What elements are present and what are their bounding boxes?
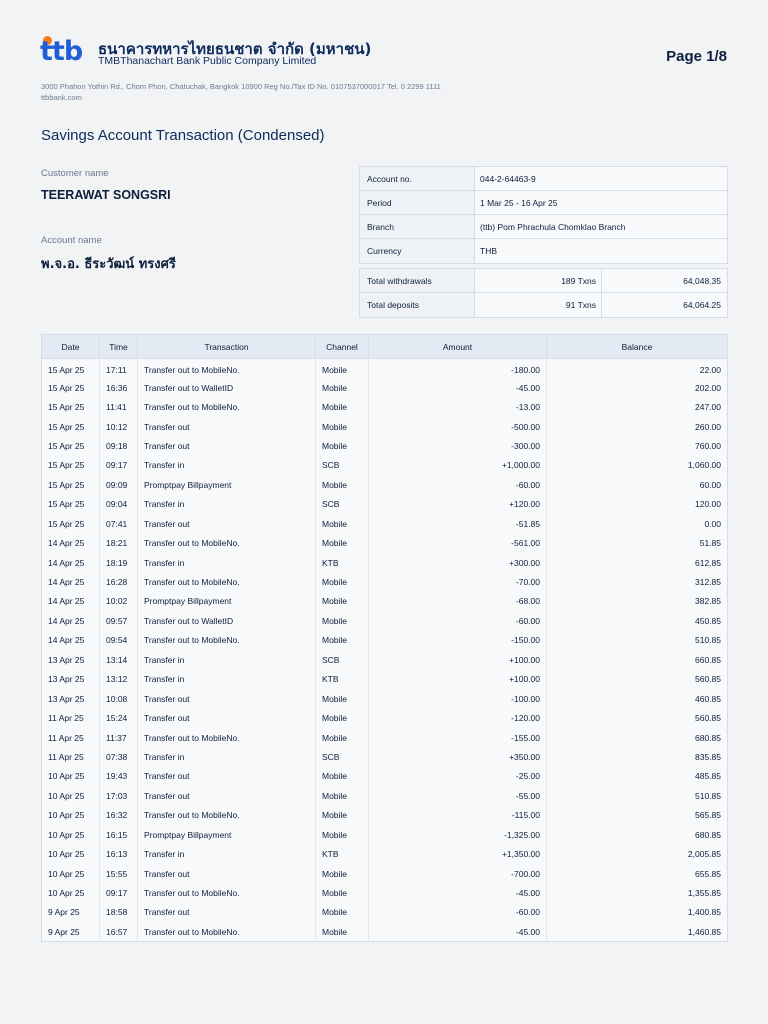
- cell-time: 17:03: [100, 786, 138, 805]
- cell-date: 10 Apr 25: [42, 825, 100, 844]
- cell-balance: 565.85: [695, 810, 721, 821]
- cell-amount: -150.00: [369, 631, 547, 650]
- cell-amount: -45.00: [369, 378, 547, 397]
- customer-name-label: Customer name: [41, 168, 109, 179]
- cell-channel: KTB: [316, 553, 369, 572]
- cell-balance: 260.00: [695, 421, 721, 432]
- cell-time: 10:12: [100, 417, 138, 436]
- cell-balance: 560.85: [695, 713, 721, 724]
- cell-balance: 1,460.85: [687, 926, 721, 937]
- totals-count: 189 Txns: [475, 269, 602, 292]
- table-row: [42, 767, 728, 786]
- cell-channel: Mobile: [316, 689, 369, 708]
- table-row: [42, 864, 728, 883]
- cell-time: 07:41: [100, 514, 138, 533]
- cell-channel: Mobile: [316, 728, 369, 747]
- cell-date: 15 Apr 25: [42, 397, 100, 416]
- cell-transaction: Transfer out to WalletID: [138, 611, 316, 630]
- cell-time: 19:43: [100, 767, 138, 786]
- cell-transaction: Transfer in: [138, 553, 316, 572]
- cell-amount: -180.00: [369, 359, 547, 378]
- cell-channel: Mobile: [316, 572, 369, 591]
- cell-channel: KTB: [316, 670, 369, 689]
- table-row: [42, 747, 728, 766]
- cell-channel: Mobile: [316, 767, 369, 786]
- cell-time: 09:09: [100, 475, 138, 494]
- cell-date: 13 Apr 25: [42, 650, 100, 669]
- cell-channel: Mobile: [316, 397, 369, 416]
- cell-channel: Mobile: [316, 436, 369, 455]
- cell-amount: -1,325.00: [369, 825, 547, 844]
- cell-date: 14 Apr 25: [42, 592, 100, 611]
- cell-time: 09:57: [100, 611, 138, 630]
- logo-text: ttb: [40, 36, 83, 67]
- cell-date: 14 Apr 25: [42, 611, 100, 630]
- cell-amount: -55.00: [369, 786, 547, 805]
- cell-transaction: Transfer in: [138, 650, 316, 669]
- table-header-row: [42, 335, 728, 359]
- cell-date: 15 Apr 25: [42, 514, 100, 533]
- cell-amount: +350.00: [369, 747, 547, 766]
- cell-transaction: Transfer out to WalletID: [138, 378, 316, 397]
- cell-transaction: Transfer out to MobileNo.: [138, 359, 316, 378]
- cell-amount: -120.00: [369, 708, 547, 727]
- cell-date: 9 Apr 25: [42, 922, 100, 941]
- info-value: 044-2-64463-9: [475, 167, 727, 190]
- cell-date: 11 Apr 25: [42, 747, 100, 766]
- info-row-currency: [360, 239, 727, 263]
- cell-time: 10:02: [100, 592, 138, 611]
- cell-amount: -13.00: [369, 397, 547, 416]
- cell-balance: 202.00: [695, 382, 721, 393]
- cell-amount: -60.00: [369, 611, 547, 630]
- cell-balance: 120.00: [695, 499, 721, 510]
- cell-date: 11 Apr 25: [42, 728, 100, 747]
- column-header-channel: Channel: [316, 335, 369, 359]
- cell-channel: Mobile: [316, 825, 369, 844]
- bank-name-thai: ธนาคารทหารไทยธนชาต จำกัด (มหาชน): [98, 40, 372, 58]
- cell-balance: 510.85: [695, 635, 721, 646]
- document-title: Savings Account Transaction (Condensed): [41, 127, 325, 144]
- cell-date: 15 Apr 25: [42, 495, 100, 514]
- table-row: [42, 631, 728, 650]
- cell-amount: -60.00: [369, 475, 547, 494]
- table-row: [42, 359, 728, 378]
- cell-date: 10 Apr 25: [42, 767, 100, 786]
- cell-channel: Mobile: [316, 359, 369, 378]
- table-row: [42, 922, 728, 941]
- cell-transaction: Transfer out: [138, 514, 316, 533]
- table-row: [42, 670, 728, 689]
- transactions-body: [42, 359, 728, 942]
- cell-transaction: Promptpay Billpayment: [138, 475, 316, 494]
- cell-transaction: Transfer out to MobileNo.: [138, 883, 316, 902]
- cell-time: 13:12: [100, 670, 138, 689]
- cell-transaction: Promptpay Billpayment: [138, 592, 316, 611]
- cell-transaction: Transfer out to MobileNo.: [138, 631, 316, 650]
- cell-balance: 655.85: [695, 868, 721, 879]
- cell-transaction: Transfer out to MobileNo.: [138, 922, 316, 941]
- column-header-date: Date: [42, 335, 100, 359]
- cell-time: 18:58: [100, 903, 138, 922]
- cell-balance: 1,060.00: [687, 460, 721, 471]
- table-row: [42, 903, 728, 922]
- cell-balance: 60.00: [699, 479, 721, 490]
- cell-channel: Mobile: [316, 631, 369, 650]
- cell-transaction: Transfer out: [138, 864, 316, 883]
- info-key: Currency: [360, 239, 475, 263]
- cell-transaction: Transfer out: [138, 689, 316, 708]
- totals-row-withdrawals: [360, 269, 727, 293]
- cell-time: 09:18: [100, 436, 138, 455]
- cell-transaction: Transfer in: [138, 670, 316, 689]
- cell-balance: 22.00: [699, 365, 721, 376]
- cell-time: 07:38: [100, 747, 138, 766]
- info-key: Branch: [360, 215, 475, 238]
- cell-date: 10 Apr 25: [42, 806, 100, 825]
- table-row: [42, 436, 728, 455]
- cell-transaction: Transfer in: [138, 747, 316, 766]
- account-name-label: Account name: [41, 235, 102, 246]
- cell-balance: 560.85: [695, 674, 721, 685]
- table-row: [42, 611, 728, 630]
- table-row: [42, 650, 728, 669]
- totals-box: [359, 268, 728, 318]
- cell-time: 15:55: [100, 864, 138, 883]
- cell-amount: +1,000.00: [369, 456, 547, 475]
- account-info-box: [359, 166, 728, 264]
- cell-transaction: Transfer out: [138, 708, 316, 727]
- cell-channel: Mobile: [316, 903, 369, 922]
- cell-transaction: Transfer in: [138, 456, 316, 475]
- ttb-logo: [40, 36, 96, 66]
- totals-row-deposits: [360, 293, 727, 317]
- cell-amount: +300.00: [369, 553, 547, 572]
- table-row: [42, 728, 728, 747]
- cell-transaction: Transfer out: [138, 767, 316, 786]
- cell-balance: 835.85: [695, 751, 721, 762]
- cell-channel: SCB: [316, 650, 369, 669]
- totals-key: Total deposits: [360, 293, 475, 317]
- cell-channel: Mobile: [316, 514, 369, 533]
- info-value: 1 Mar 25 - 16 Apr 25: [475, 191, 727, 214]
- cell-balance: 680.85: [695, 829, 721, 840]
- cell-date: 15 Apr 25: [42, 456, 100, 475]
- table-row: [42, 708, 728, 727]
- cell-channel: KTB: [316, 844, 369, 863]
- cell-amount: -45.00: [369, 883, 547, 902]
- cell-balance: 312.85: [695, 577, 721, 588]
- cell-date: 10 Apr 25: [42, 844, 100, 863]
- cell-date: 15 Apr 25: [42, 475, 100, 494]
- cell-time: 13:14: [100, 650, 138, 669]
- totals-key: Total withdrawals: [360, 269, 475, 292]
- cell-balance: 51.85: [699, 538, 721, 549]
- cell-balance: 510.85: [695, 790, 721, 801]
- cell-time: 09:54: [100, 631, 138, 650]
- table-row: [42, 844, 728, 863]
- cell-transaction: Promptpay Billpayment: [138, 825, 316, 844]
- cell-time: 09:17: [100, 883, 138, 902]
- cell-date: 10 Apr 25: [42, 786, 100, 805]
- cell-balance: 612.85: [695, 557, 721, 568]
- table-row: [42, 786, 728, 805]
- cell-transaction: Transfer out: [138, 417, 316, 436]
- cell-time: 18:21: [100, 533, 138, 552]
- cell-transaction: Transfer out to MobileNo.: [138, 728, 316, 747]
- cell-time: 18:19: [100, 553, 138, 572]
- cell-channel: SCB: [316, 495, 369, 514]
- cell-channel: Mobile: [316, 417, 369, 436]
- cell-balance: 0.00: [704, 518, 721, 529]
- cell-amount: -561.00: [369, 533, 547, 552]
- cell-transaction: Transfer in: [138, 495, 316, 514]
- cell-channel: SCB: [316, 456, 369, 475]
- table-row: [42, 495, 728, 514]
- cell-transaction: Transfer out: [138, 786, 316, 805]
- cell-amount: -115.00: [369, 806, 547, 825]
- cell-time: 16:36: [100, 378, 138, 397]
- page-indicator: Page 1/8: [666, 48, 727, 65]
- table-row: [42, 475, 728, 494]
- cell-time: 16:28: [100, 572, 138, 591]
- cell-channel: Mobile: [316, 922, 369, 941]
- account-name: พ.จ.อ. ธีระวัฒน์ ทรงศรี: [41, 257, 176, 272]
- cell-channel: Mobile: [316, 611, 369, 630]
- cell-channel: Mobile: [316, 708, 369, 727]
- cell-date: 14 Apr 25: [42, 533, 100, 552]
- cell-amount: -51.85: [369, 514, 547, 533]
- transactions-table: [41, 334, 728, 942]
- customer-name: TEERAWAT SONGSRI: [41, 188, 171, 202]
- cell-balance: 382.85: [695, 596, 721, 607]
- cell-time: 17:11: [100, 359, 138, 378]
- cell-amount: -500.00: [369, 417, 547, 436]
- cell-channel: SCB: [316, 747, 369, 766]
- table-row: [42, 825, 728, 844]
- cell-amount: -300.00: [369, 436, 547, 455]
- table-row: [42, 397, 728, 416]
- info-value: THB: [475, 239, 727, 263]
- cell-balance: 1,400.85: [687, 907, 721, 918]
- cell-balance: 660.85: [695, 654, 721, 665]
- cell-time: 16:32: [100, 806, 138, 825]
- table-row: [42, 553, 728, 572]
- cell-balance: 485.85: [695, 771, 721, 782]
- website-link[interactable]: ttbbank.com: [41, 93, 82, 102]
- cell-amount: -25.00: [369, 767, 547, 786]
- cell-date: 9 Apr 25: [42, 903, 100, 922]
- info-key: Account no.: [360, 167, 475, 190]
- cell-time: 09:17: [100, 456, 138, 475]
- cell-date: 15 Apr 25: [42, 378, 100, 397]
- info-key: Period: [360, 191, 475, 214]
- cell-balance: 1,355.85: [687, 888, 721, 899]
- table-row: [42, 689, 728, 708]
- column-header-amount: Amount: [369, 335, 547, 359]
- cell-date: 15 Apr 25: [42, 436, 100, 455]
- cell-channel: Mobile: [316, 592, 369, 611]
- cell-transaction: Transfer out to MobileNo.: [138, 397, 316, 416]
- table-row: [42, 533, 728, 552]
- cell-time: 09:04: [100, 495, 138, 514]
- cell-date: 10 Apr 25: [42, 883, 100, 902]
- table-row: [42, 572, 728, 591]
- cell-amount: +120.00: [369, 495, 547, 514]
- cell-amount: -700.00: [369, 864, 547, 883]
- totals-amount: 64,048.35: [602, 269, 727, 292]
- cell-transaction: Transfer out: [138, 436, 316, 455]
- cell-balance: 460.85: [695, 693, 721, 704]
- table-row: [42, 378, 728, 397]
- cell-date: 15 Apr 25: [42, 359, 100, 378]
- cell-transaction: Transfer out: [138, 903, 316, 922]
- cell-transaction: Transfer out to MobileNo.: [138, 533, 316, 552]
- cell-time: 11:37: [100, 728, 138, 747]
- cell-balance: 680.85: [695, 732, 721, 743]
- cell-time: 16:13: [100, 844, 138, 863]
- cell-amount: -68.00: [369, 592, 547, 611]
- cell-balance: 760.00: [695, 440, 721, 451]
- column-header-transaction: Transaction: [138, 335, 316, 359]
- cell-balance: 247.00: [695, 402, 721, 413]
- cell-time: 11:41: [100, 397, 138, 416]
- cell-date: 15 Apr 25: [42, 417, 100, 436]
- cell-amount: -155.00: [369, 728, 547, 747]
- table-row: [42, 806, 728, 825]
- info-row-period: [360, 191, 727, 215]
- cell-transaction: Transfer out to MobileNo.: [138, 572, 316, 591]
- cell-amount: -45.00: [369, 922, 547, 941]
- cell-amount: -60.00: [369, 903, 547, 922]
- table-row: [42, 883, 728, 902]
- cell-date: 14 Apr 25: [42, 572, 100, 591]
- cell-amount: +1,350.00: [369, 844, 547, 863]
- cell-channel: Mobile: [316, 475, 369, 494]
- cell-channel: Mobile: [316, 378, 369, 397]
- cell-balance: 450.85: [695, 615, 721, 626]
- cell-channel: Mobile: [316, 864, 369, 883]
- table-row: [42, 514, 728, 533]
- cell-amount: -70.00: [369, 572, 547, 591]
- cell-channel: Mobile: [316, 533, 369, 552]
- bank-name-en: TMBThanachart Bank Public Company Limited: [98, 55, 317, 67]
- cell-amount: +100.00: [369, 650, 547, 669]
- cell-date: 11 Apr 25: [42, 708, 100, 727]
- cell-date: 13 Apr 25: [42, 670, 100, 689]
- totals-amount: 64,064.25: [602, 293, 727, 317]
- cell-time: 16:15: [100, 825, 138, 844]
- info-row-account-no: [360, 167, 727, 191]
- table-row: [42, 417, 728, 436]
- cell-amount: -100.00: [369, 689, 547, 708]
- table-row: [42, 592, 728, 611]
- cell-channel: Mobile: [316, 786, 369, 805]
- cell-date: 10 Apr 25: [42, 864, 100, 883]
- cell-date: 14 Apr 25: [42, 553, 100, 572]
- info-row-branch: [360, 215, 727, 239]
- cell-transaction: Transfer in: [138, 844, 316, 863]
- cell-time: 15:24: [100, 708, 138, 727]
- address-english: 3000 Phahon Yothin Rd., Chom Phon, Chatuchak, Bangkok 10900 Reg No./Tax ID No. 0107537000017 Tel. 0 2299 1111: [41, 82, 441, 91]
- cell-balance: 2,005.85: [687, 849, 721, 860]
- column-header-balance: Balance: [547, 335, 728, 359]
- cell-channel: Mobile: [316, 883, 369, 902]
- column-header-time: Time: [100, 335, 138, 359]
- cell-transaction: Transfer out to MobileNo.: [138, 806, 316, 825]
- info-value: (ttb) Pom Phrachula Chomklao Branch: [475, 215, 727, 238]
- table-row: [42, 456, 728, 475]
- cell-channel: Mobile: [316, 806, 369, 825]
- cell-date: 14 Apr 25: [42, 631, 100, 650]
- cell-time: 16:57: [100, 922, 138, 941]
- cell-amount: +100.00: [369, 670, 547, 689]
- cell-date: 13 Apr 25: [42, 689, 100, 708]
- totals-count: 91 Txns: [475, 293, 602, 317]
- cell-time: 10:08: [100, 689, 138, 708]
